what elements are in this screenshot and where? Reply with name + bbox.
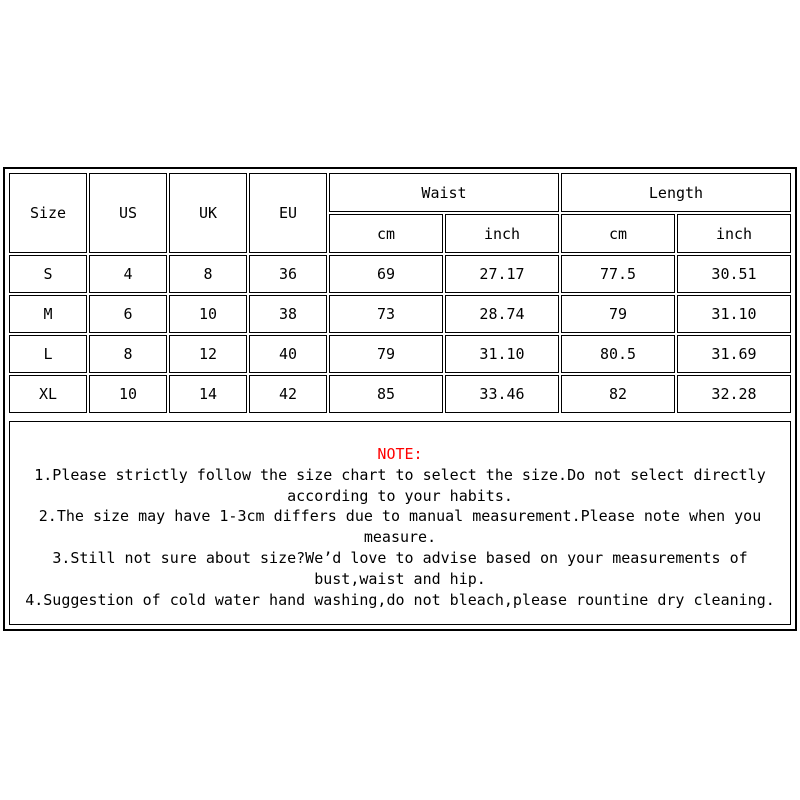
table-row <box>9 295 791 333</box>
cell-eu: 36 <box>249 255 327 293</box>
note-line: 3.Still not sure about size?We’d love to advise based on your measurements of <box>52 548 748 567</box>
cell-length-cm: 82 <box>561 375 675 413</box>
cell-uk: 12 <box>169 335 247 373</box>
header-length-inch: inch <box>677 214 791 253</box>
size-chart <box>3 167 797 631</box>
header-eu: EU <box>249 173 327 253</box>
note-line: bust,waist and hip. <box>314 569 486 588</box>
table-row <box>9 255 791 293</box>
cell-waist-inch: 27.17 <box>445 255 559 293</box>
cell-uk: 8 <box>169 255 247 293</box>
table-row <box>9 375 791 413</box>
note-title: NOTE: <box>377 445 423 463</box>
cell-waist-inch: 33.46 <box>445 375 559 413</box>
header-us: US <box>89 173 167 253</box>
cell-size: M <box>9 295 87 333</box>
cell-us: 6 <box>89 295 167 333</box>
note-line: 2.The size may have 1-3cm differs due to manual measurement.Please note when you <box>38 507 762 526</box>
cell-size: S <box>9 255 87 293</box>
note-line: measure. <box>363 528 437 547</box>
note-line: according to your habits. <box>287 486 513 505</box>
header-waist-inch: inch <box>445 214 559 253</box>
header-waist: Waist <box>329 173 559 212</box>
header-waist-cm: cm <box>329 214 443 253</box>
cell-length-cm: 80.5 <box>561 335 675 373</box>
cell-length-inch: 32.28 <box>677 375 791 413</box>
header-size: Size <box>9 173 87 253</box>
note-box <box>9 421 791 625</box>
cell-eu: 42 <box>249 375 327 413</box>
cell-waist-cm: 73 <box>329 295 443 333</box>
cell-uk: 14 <box>169 375 247 413</box>
cell-waist-cm: 85 <box>329 375 443 413</box>
cell-size: XL <box>9 375 87 413</box>
cell-length-cm: 77.5 <box>561 255 675 293</box>
header-length: Length <box>561 173 791 212</box>
cell-waist-inch: 31.10 <box>445 335 559 373</box>
cell-waist-inch: 28.74 <box>445 295 559 333</box>
cell-length-cm: 79 <box>561 295 675 333</box>
cell-length-inch: 30.51 <box>677 255 791 293</box>
cell-waist-cm: 69 <box>329 255 443 293</box>
cell-length-inch: 31.10 <box>677 295 791 333</box>
cell-length-inch: 31.69 <box>677 335 791 373</box>
size-table <box>7 171 793 415</box>
note-line: 4.Suggestion of cold water hand washing,do not bleach,please rountine dry cleaning. <box>25 590 775 609</box>
cell-uk: 10 <box>169 295 247 333</box>
cell-waist-cm: 79 <box>329 335 443 373</box>
cell-eu: 40 <box>249 335 327 373</box>
cell-us: 10 <box>89 375 167 413</box>
cell-size: L <box>9 335 87 373</box>
header-uk: UK <box>169 173 247 253</box>
header-length-cm: cm <box>561 214 675 253</box>
cell-eu: 38 <box>249 295 327 333</box>
cell-us: 4 <box>89 255 167 293</box>
header-row-top <box>9 173 791 212</box>
note-line: 1.Please strictly follow the size chart to select the size.Do not select directly <box>34 465 766 484</box>
table-row <box>9 335 791 373</box>
cell-us: 8 <box>89 335 167 373</box>
